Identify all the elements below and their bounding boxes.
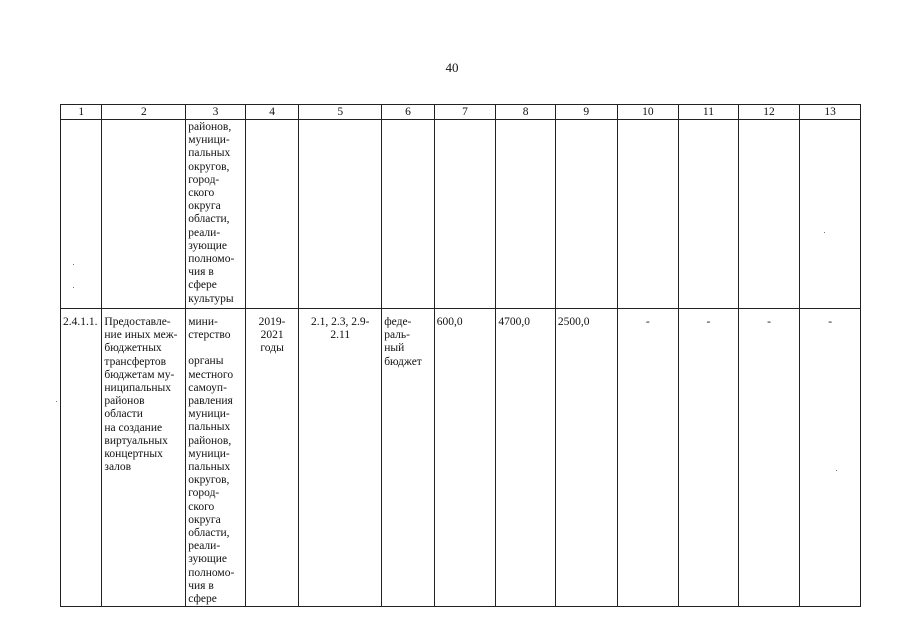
column-number: 8 — [496, 105, 556, 120]
amount-cell-col13 — [800, 309, 861, 607]
scan-speck — [73, 287, 74, 288]
table-cell-empty — [679, 120, 739, 309]
indicators-cell — [299, 309, 382, 607]
table-cell-empty — [245, 120, 299, 309]
measure-name-cell — [102, 309, 186, 607]
executor-ministry: мини- стерство — [188, 316, 231, 342]
table-cell-empty — [617, 120, 679, 309]
column-number-row — [61, 105, 861, 120]
funding-source-text: феде- раль- ный бюджет — [384, 316, 422, 368]
amount-cell-col9 — [555, 309, 617, 607]
table-cell-empty — [61, 120, 102, 309]
row-number: 2.4.1.1. — [63, 316, 98, 328]
term-text: 2019- 2021 годы — [258, 316, 286, 355]
amount-cell-col10 — [617, 309, 679, 607]
amount-value: 4700,0 — [498, 316, 530, 328]
column-number: 1 — [61, 105, 102, 120]
dash-value: - — [828, 316, 833, 328]
column-number: 7 — [434, 105, 496, 120]
amount-value: 600,0 — [436, 316, 463, 328]
executors-continuation-text: районов, муници- пальных округов, город- ского округа области, реали- зующие полномо- чия в сфере культуры — [188, 121, 235, 305]
column-number: 13 — [800, 105, 861, 120]
table-row-continuation — [61, 120, 861, 309]
column-number: 4 — [245, 105, 299, 120]
amount-value: 2500,0 — [557, 316, 590, 328]
scan-speck — [73, 264, 74, 265]
program-table — [60, 104, 861, 607]
scan-speck — [56, 401, 57, 402]
table-cell-empty — [738, 120, 800, 309]
column-number: 2 — [102, 105, 186, 120]
column-number: 10 — [617, 105, 679, 120]
amount-cell-col11 — [679, 309, 739, 607]
amount-cell-col7 — [434, 309, 496, 607]
column-number: 5 — [299, 105, 382, 120]
amount-cell-col12 — [738, 309, 800, 607]
table-cell-empty — [382, 120, 435, 309]
amount-cell-col8 — [496, 309, 556, 607]
table-cell-empty — [800, 120, 861, 309]
dash-value: - — [767, 316, 771, 328]
table-row — [61, 309, 861, 607]
row-number-cell — [61, 309, 102, 607]
measure-name: Предоставле- ние иных меж- бюджетных трансфертов бюджетам му- ниципальных районов области на создание виртуальных концертных залов — [104, 316, 178, 474]
dash-value: - — [706, 316, 711, 328]
scan-speck — [824, 232, 825, 233]
executors-continuation-cell — [186, 120, 246, 309]
term-cell — [245, 309, 299, 607]
column-number: 3 — [186, 105, 246, 120]
table-cell-empty — [434, 120, 496, 309]
table-cell-empty — [496, 120, 556, 309]
page-number: 40 — [445, 60, 459, 75]
column-number: 9 — [555, 105, 617, 120]
column-number: 11 — [679, 105, 739, 120]
executor-local-authorities: органы местного самоуп- равления муници- пальных районов, муници- пальных округов, город- ского округа области, реали- зующие полномо- чия в сфере — [188, 355, 235, 606]
cell-gap — [188, 342, 243, 355]
scan-speck — [836, 470, 837, 471]
column-number: 6 — [382, 105, 435, 120]
table-cell-empty — [555, 120, 617, 309]
indicators-text: 2.1, 2.3, 2.9- 2.11 — [311, 316, 370, 342]
funding-source-cell — [382, 309, 435, 607]
table-cell-empty — [299, 120, 382, 309]
column-number: 12 — [738, 105, 800, 120]
table-cell-empty — [102, 120, 186, 309]
executors-cell — [186, 309, 246, 607]
dash-value: - — [645, 316, 650, 328]
